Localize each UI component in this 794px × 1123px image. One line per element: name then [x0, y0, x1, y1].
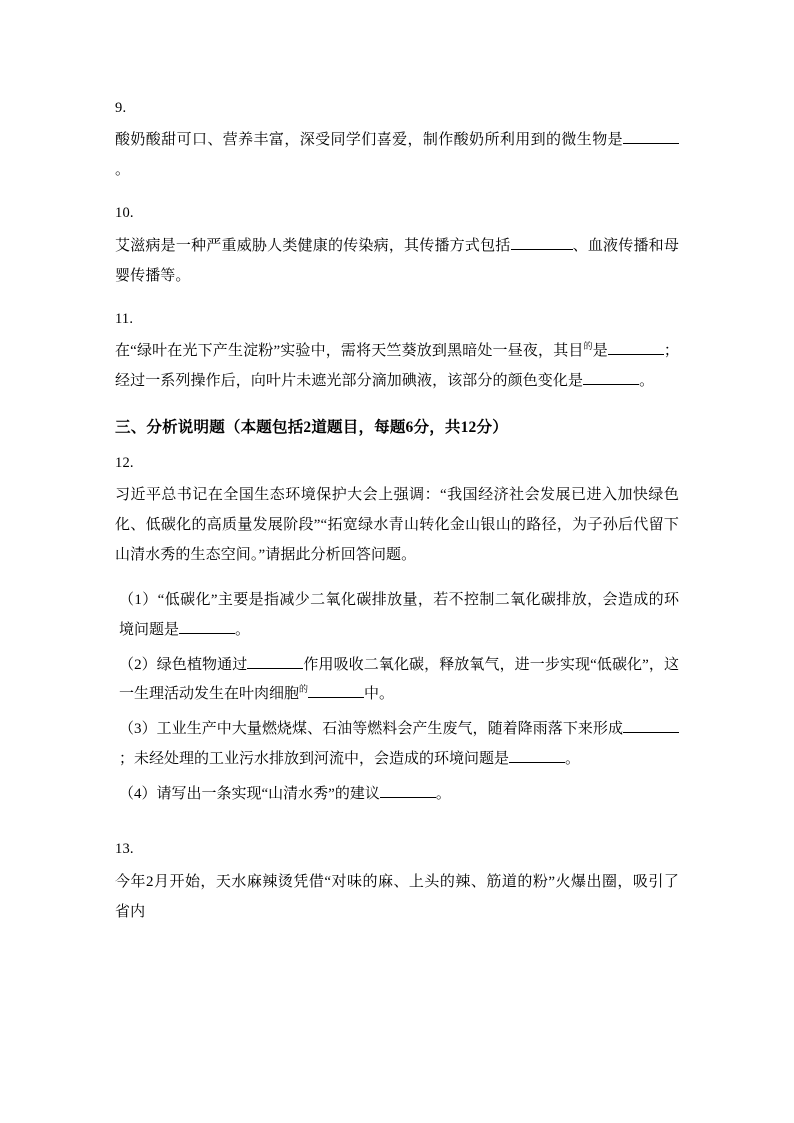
sub2-superscript: 的 [299, 684, 309, 695]
sub1-part-3: 。 [235, 621, 251, 638]
answer-blank[interactable] [608, 340, 664, 355]
question-number-10: 10. [115, 205, 134, 222]
question-block-12 [115, 455, 679, 809]
question-12-sub-2 [115, 651, 679, 710]
question-11-part-5: ；经过一系列操作后，向叶片未遮光部分滴加碘液，该部分的颜色变化是 [115, 343, 679, 390]
question-12-sub-1 [115, 586, 679, 645]
question-block-11 [115, 311, 679, 396]
sub3-part-1: （3）工业生产中大量燃烧煤、石油等燃料会产生废气，随着降雨落下来形成 [119, 721, 623, 738]
question-9-part-1: 酸奶酸甜可口、营养丰富，深受同学们喜爱，制作酸奶所利用到的微生物是 [115, 132, 623, 149]
sub2-part-1: （2）绿色植物通过 [119, 656, 248, 673]
sub4-part-3: 。 [435, 785, 451, 802]
question-text-11 [115, 336, 679, 396]
answer-blank[interactable] [179, 618, 235, 633]
section-heading: 三、分析说明题（本题包括2道题目，每题6分，共12分） [115, 419, 508, 437]
sub2-part-3: 作用吸收二氧化碳，释放氧气，进一步实现“低碳化”，这一生理活动发生在叶肉细胞 [119, 656, 679, 703]
question-11-part-7: 。 [639, 373, 655, 390]
question-11-part-1: 在“绿叶在光下产生淀粉”实验中，需将天竺葵放到黑暗处一昼夜，其目 [115, 343, 584, 360]
question-block-13 [115, 841, 679, 926]
question-12-stem: 习近平总书记在全国生态环境保护大会上强调：“我国经济社会发展已进入加快绿色化、低碳化的高质量发展阶段”“拓宽绿水青山转化金山银山的路径，为子孙后代留下山清水秀的生态空间。”请据此分析回答问题。 [115, 487, 679, 564]
question-12-sub-4 [115, 780, 679, 809]
question-block-9 [115, 100, 679, 185]
sub2-part-5: 中。 [364, 686, 395, 703]
answer-blank[interactable] [247, 654, 303, 669]
sub3-part-5: 。 [565, 750, 581, 767]
question-number-12: 12. [115, 454, 134, 471]
question-number-13: 13. [115, 841, 134, 858]
question-12-sub-3 [115, 715, 679, 774]
question-13-stem: 今年2月开始，天水麻辣烫凭借“对味的麻、上头的辣、筋道的粉”火爆出圈，吸引了省内 [115, 873, 679, 920]
sub1-part-1: （1）“低碳化”主要是指减少二氧化碳排放量，若不控制二氧化碳排放，会造成的环境问题是 [119, 592, 679, 638]
sub4-part-1: （4）请写出一条实现“山清水秀”的建议 [119, 785, 380, 802]
question-text-10 [115, 231, 679, 291]
question-block-10 [115, 205, 679, 290]
question-10-part-1: 艾滋病是一种严重威胁人类健康的传染病，其传播方式包括 [115, 237, 511, 254]
question-text-9 [115, 125, 679, 185]
question-9-part-3: 。 [115, 162, 131, 179]
answer-blank[interactable] [623, 129, 679, 144]
answer-blank[interactable] [623, 718, 679, 733]
answer-blank[interactable] [511, 235, 573, 250]
answer-blank[interactable] [308, 683, 364, 698]
sub3-part-3: ；未经处理的工业污水排放到河流中，会造成的环境问题是 [119, 750, 510, 767]
answer-blank[interactable] [380, 783, 436, 798]
answer-blank[interactable] [583, 370, 639, 385]
question-number-9: 9. [115, 100, 127, 116]
answer-blank[interactable] [509, 747, 565, 762]
question-10-part-3: 、血液传播和母婴传播等。 [115, 237, 679, 284]
question-number-11: 11. [115, 310, 134, 327]
question-11-superscript: 的 [583, 341, 593, 352]
question-11-part-3: 是 [592, 343, 608, 360]
